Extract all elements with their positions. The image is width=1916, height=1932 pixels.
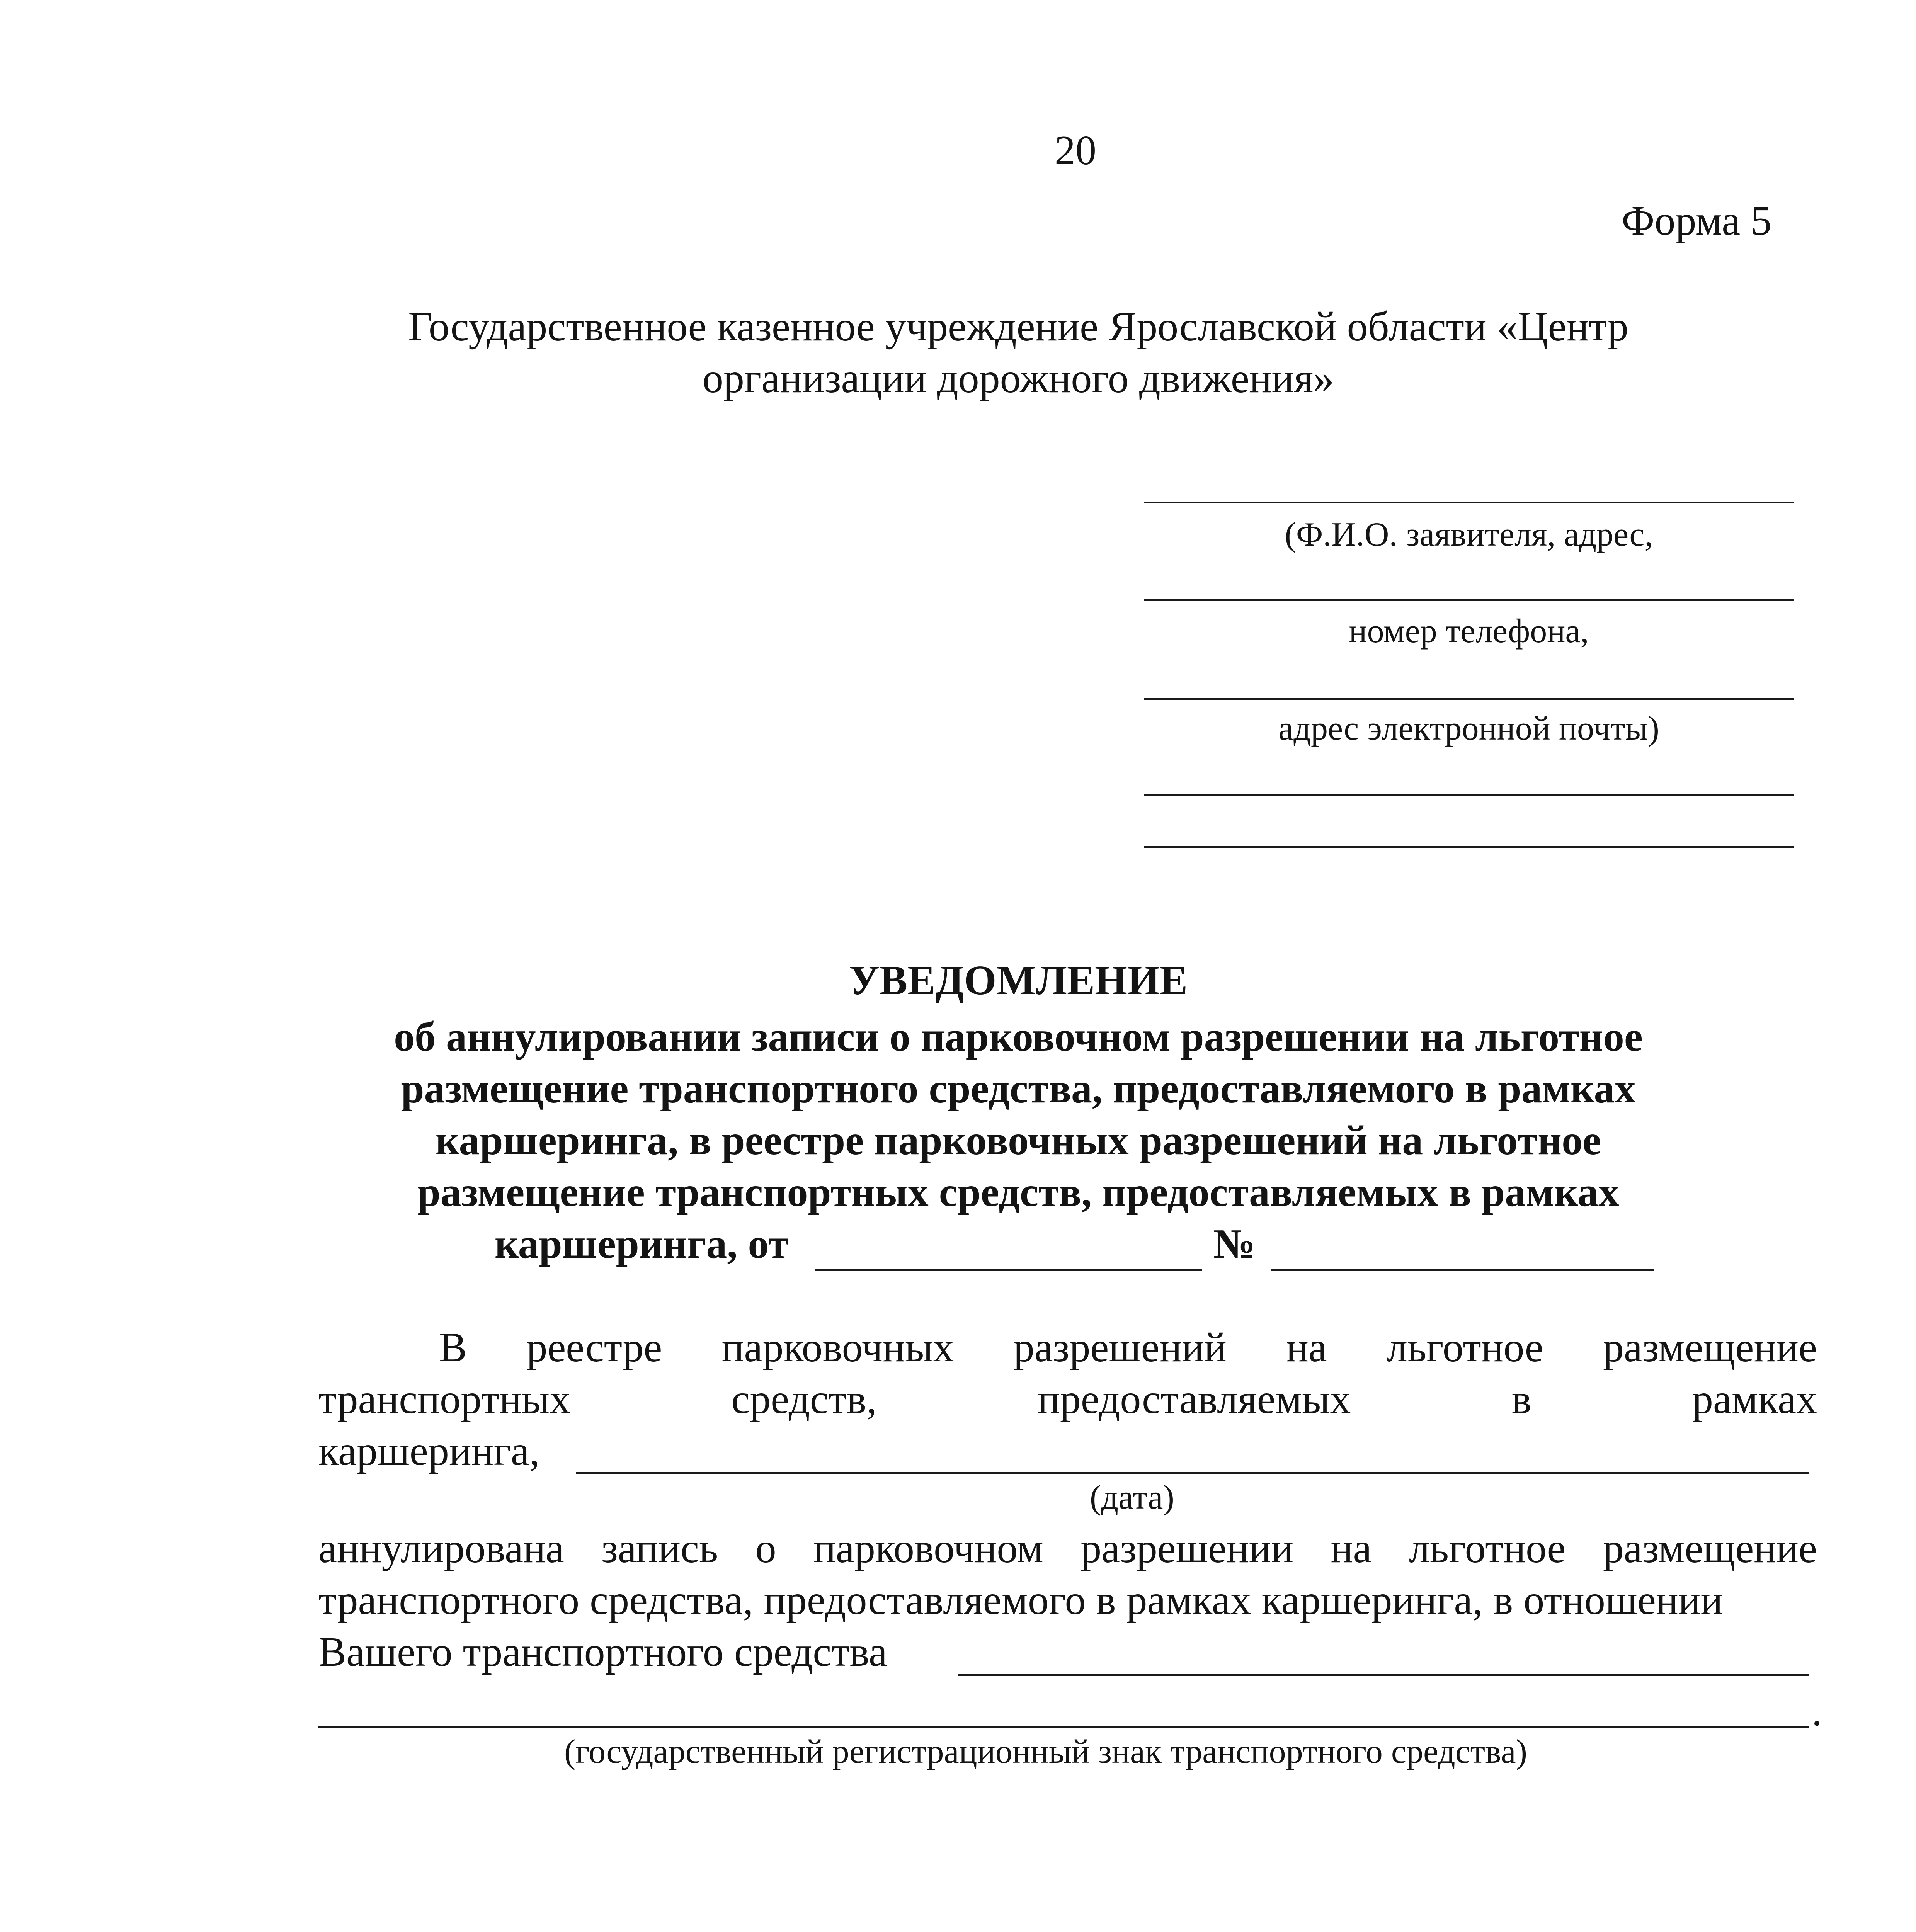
word: парковочном: [813, 1526, 1043, 1571]
applicant-line-3: [1144, 698, 1794, 700]
notice-date-line: [815, 1269, 1202, 1271]
word: на: [1286, 1325, 1327, 1371]
applicant-line-4: [1144, 794, 1794, 796]
word: запись: [601, 1526, 718, 1571]
notice-title-line-3: каршеринга, в реестре парковочных разрешений на льготное: [435, 1117, 1601, 1163]
word: в: [1511, 1376, 1531, 1422]
vehicle-line-1: [958, 1674, 1809, 1676]
word: аннулирована: [318, 1526, 564, 1571]
plate-caption: (государственный регистрационный знак транспортного средства): [564, 1733, 1527, 1770]
word: рамках: [1692, 1376, 1817, 1422]
end-period: .: [1812, 1689, 1822, 1735]
applicant-caption-1: (Ф.И.О. заявителя, адрес,: [1285, 516, 1653, 553]
word: В: [439, 1325, 467, 1371]
word: средств,: [731, 1376, 877, 1422]
word: на: [1331, 1526, 1372, 1571]
paragraph-1-line-2: [318, 1376, 1817, 1422]
paragraph-2-line-3: Вашего транспортного средства: [318, 1629, 887, 1675]
applicant-line-5: [1144, 846, 1794, 848]
vehicle-line-2: [318, 1726, 1809, 1728]
date-line: [576, 1472, 1809, 1474]
applicant-line-1: [1144, 502, 1794, 503]
applicant-line-2: [1144, 599, 1794, 601]
notice-number-sign: №: [1213, 1221, 1256, 1267]
word: реестре: [526, 1325, 662, 1371]
form-label: Форма 5: [1622, 198, 1772, 244]
word: размещение: [1603, 1325, 1817, 1371]
word: разрешений: [1013, 1325, 1227, 1371]
word: льготное: [1409, 1526, 1566, 1571]
page-number: 20: [1055, 128, 1096, 173]
organization-line-2: организации дорожного движения»: [702, 355, 1334, 401]
paragraph-2-line-2: транспортного средства, предоставляемого в рамках каршеринга, в отношении: [318, 1577, 1723, 1623]
paragraph-1-line-3: каршеринга,: [318, 1428, 540, 1474]
notice-title-line-2: размещение транспортного средства, предоставляемого в рамках: [401, 1066, 1636, 1112]
word: размещение: [1603, 1526, 1817, 1571]
date-caption: (дата): [1090, 1479, 1174, 1516]
paragraph-2-line-1: [318, 1528, 1817, 1570]
notice-number-line: [1271, 1269, 1654, 1271]
notice-title-line-4: размещение транспортных средств, предоставляемых в рамках: [417, 1169, 1620, 1215]
word: транспортных: [318, 1376, 571, 1422]
word: разрешении: [1081, 1526, 1294, 1571]
word: парковочных: [721, 1325, 954, 1371]
notice-heading: УВЕДОМЛЕНИЕ: [849, 957, 1188, 1003]
applicant-caption-2: номер телефона,: [1349, 612, 1589, 650]
notice-title-line-5: каршеринга, от: [495, 1221, 789, 1267]
word: о: [755, 1526, 776, 1571]
organization-line-1: Государственное казенное учреждение Ярославской области «Центр: [408, 304, 1628, 350]
paragraph-1-line-1: [439, 1327, 1817, 1369]
notice-title-line-1: об аннулировании записи о парковочном разрешении на льготное: [394, 1014, 1643, 1060]
word: предоставляемых: [1038, 1376, 1351, 1422]
word: льготное: [1387, 1325, 1543, 1371]
applicant-caption-3: адрес электронной почты): [1278, 710, 1659, 747]
